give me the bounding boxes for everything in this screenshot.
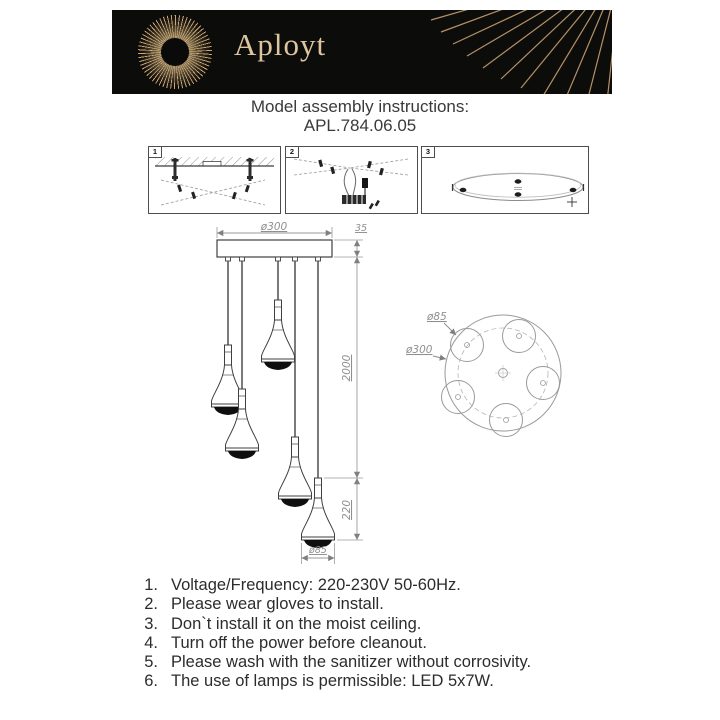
dim-plate-diameter-label: ø300: [260, 221, 288, 233]
step-2-diagram: [286, 147, 417, 213]
list-item: [133, 653, 531, 672]
item-text: Please wear gloves to install.: [171, 595, 384, 614]
topview-lamp-diameter-label: ø85: [427, 311, 447, 323]
step-1-panel: [148, 146, 281, 214]
step-2-panel: [285, 146, 418, 214]
item-text: Voltage/Frequency: 220-230V 50-60Hz.: [171, 576, 461, 594]
list-item: [133, 576, 531, 595]
model-number: APL.784.06.05: [303, 116, 417, 135]
item-number: 1.: [144, 576, 158, 594]
step-3-diagram: [422, 147, 588, 213]
item-number: 4.: [144, 633, 158, 652]
step-1-diagram: [149, 147, 280, 213]
item-number: 6.: [144, 672, 158, 691]
topview-plate-diameter-label: ø300: [406, 344, 433, 356]
list-item: [133, 672, 531, 691]
item-text: The use of lamps is permissible: LED 5x7W.: [171, 672, 494, 691]
step-1-number: 1: [149, 147, 162, 158]
page-title: [0, 97, 720, 135]
step-3-number: 3: [422, 147, 435, 158]
brand-name: Aployt: [234, 27, 327, 62]
item-number: 5.: [144, 653, 158, 672]
technical-drawing: [145, 220, 605, 570]
item-text: Please wash with the sanitizer without corrosivity.: [171, 653, 532, 672]
dim-drop-length-label: 2000: [341, 354, 353, 382]
dim-lamp-height-label: 220: [341, 499, 353, 521]
item-number: 3.: [144, 614, 158, 633]
step-2-number: 2: [286, 147, 299, 158]
front-view: [212, 221, 368, 564]
list-item: [133, 595, 531, 614]
sunburst-logo-icon: [138, 15, 212, 89]
rays-decoration-icon: [417, 10, 612, 94]
instruction-list: [133, 576, 531, 692]
item-text: Turn off the power before cleanout.: [171, 633, 427, 652]
dim-lamp-diameter-label: ø85: [309, 545, 327, 556]
step-3-panel: [421, 146, 589, 214]
pendant-lamps: [212, 300, 335, 548]
dim-plate-height-label: 35: [355, 223, 368, 234]
list-item: [133, 634, 531, 653]
list-item: [133, 615, 531, 634]
top-view: [405, 311, 561, 437]
brand-header: [112, 10, 612, 94]
item-text: Don`t install it on the moist ceiling.: [171, 614, 422, 633]
title-text: Model assembly instructions:: [250, 97, 470, 116]
item-number: 2.: [144, 595, 158, 614]
